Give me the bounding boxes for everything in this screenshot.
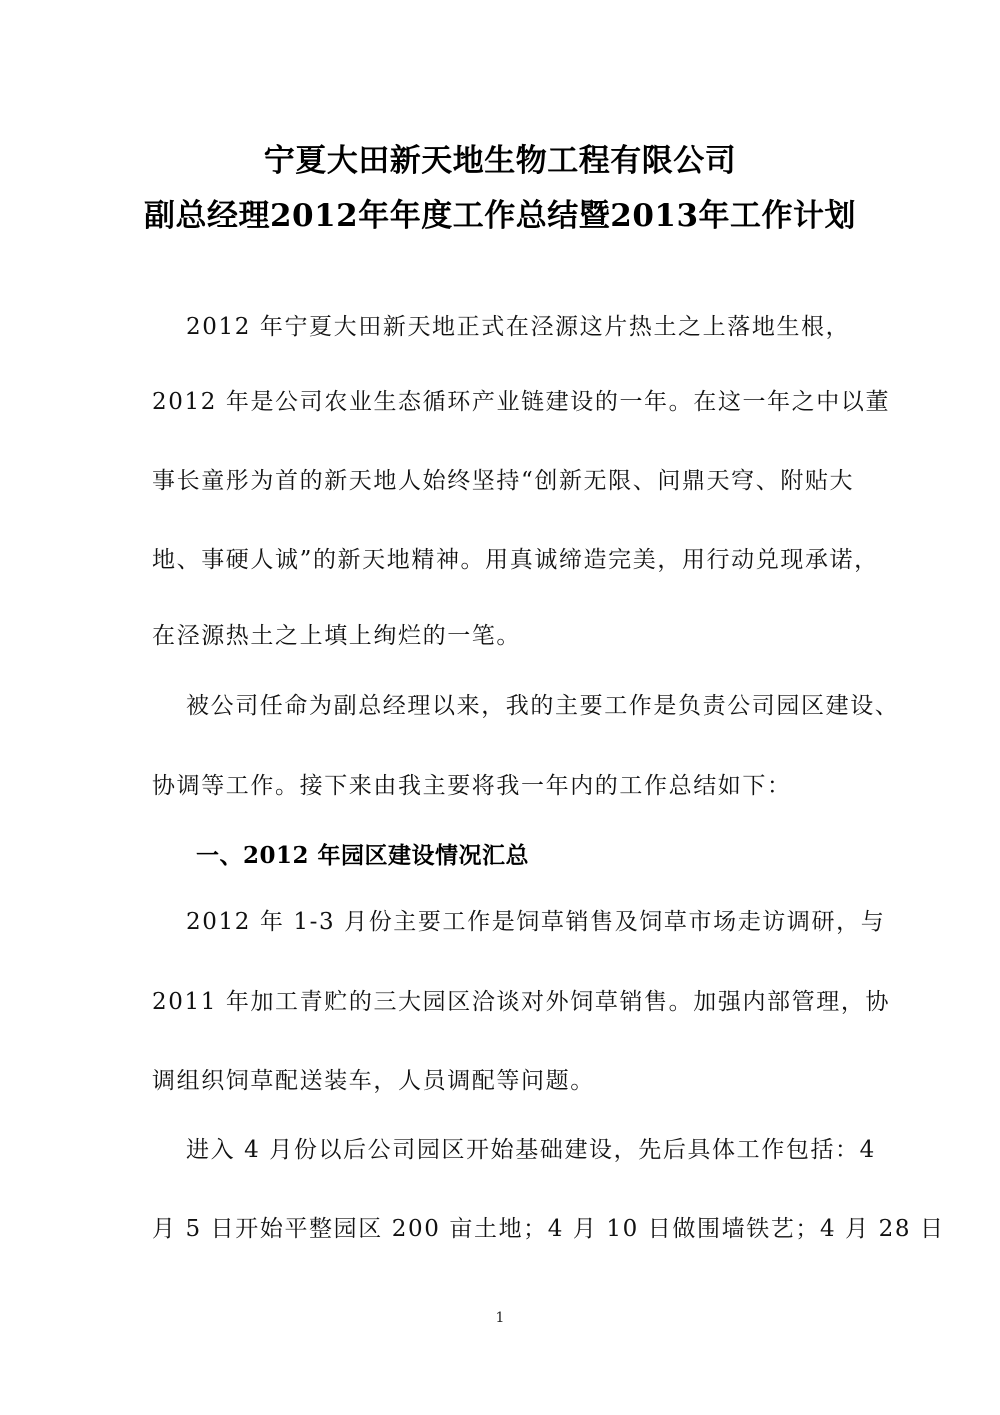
body-line: 在泾源热土之上填上绚烂的一笔。: [152, 623, 521, 649]
document-title-company: 宁夏大田新天地生物工程有限公司: [263, 143, 737, 179]
body-line: 被公司任命为副总经理以来，我的主要工作是负责公司园区建设、: [186, 693, 900, 719]
document-title-subject: 副总经理2012年年度工作总结暨2013年工作计划: [143, 198, 857, 234]
body-line: 事长童彤为首的新天地人始终坚持“创新无限、问鼎天穹、附贴大: [152, 468, 855, 494]
page-number: 1: [495, 1310, 505, 1326]
body-line: 2011 年加工青贮的三大园区洽谈对外饲草销售。加强内部管理，协: [152, 989, 891, 1015]
body-line: 2012 年是公司农业生态循环产业链建设的一年。在这一年之中以董: [152, 389, 891, 415]
body-line: 地、事硬人诚”的新天地精神。用真诚缔造完美，用行动兑现承诺，: [152, 547, 879, 573]
body-line: 2012 年宁夏大田新天地正式在泾源这片热土之上落地生根，: [186, 314, 851, 340]
section-heading: 一、2012 年园区建设情况汇总: [196, 842, 530, 869]
body-line: 2012 年 1-3 月份主要工作是饲草销售及饲草市场走访调研，与: [186, 909, 886, 935]
body-line: 进入 4 月份以后公司园区开始基础建设，先后具体工作包括：4: [186, 1137, 876, 1163]
body-line: 调组织饲草配送装车，人员调配等问题。: [152, 1068, 595, 1094]
body-line: 协调等工作。接下来由我主要将我一年内的工作总结如下：: [152, 773, 792, 799]
body-line: 月 5 日开始平整园区 200 亩土地；4 月 10 日做围墙铁艺；4 月 28 日: [152, 1216, 945, 1242]
